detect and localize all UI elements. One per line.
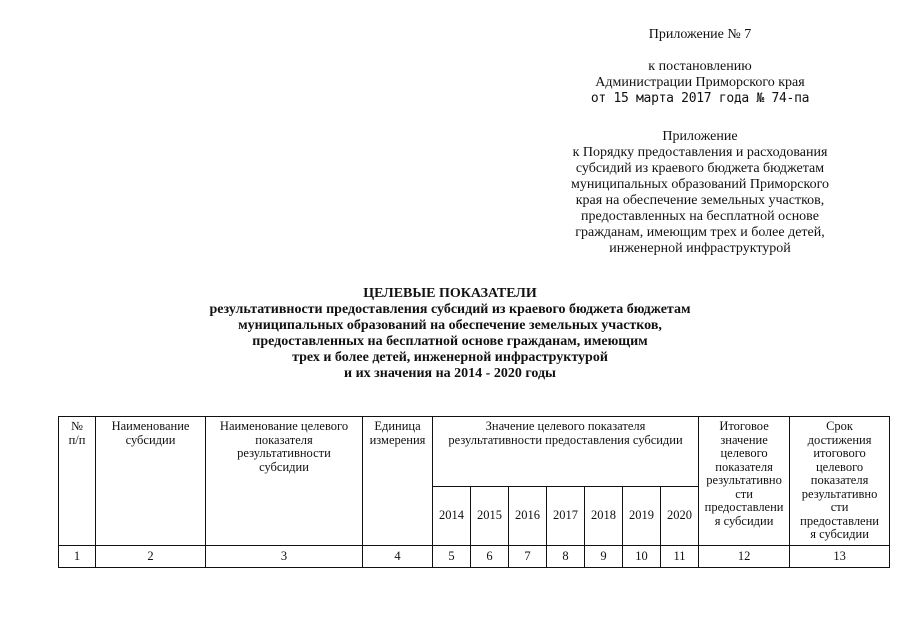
spacer xyxy=(520,43,880,59)
year-cell: 2020 xyxy=(661,487,699,545)
column-number: 8 xyxy=(547,545,585,568)
header-deadline: Срок достижения итогового целевого показателя результативно сти предоставлени я субсидии xyxy=(790,417,890,546)
title-line: предоставленных на бесплатной основе гражданам, имеющим xyxy=(252,334,648,349)
indicators-table xyxy=(58,416,890,568)
title-line: трех и более детей, инженерной инфраструктурой xyxy=(292,350,608,365)
column-number: 6 xyxy=(471,545,509,568)
resolution-ref: к постановлению xyxy=(648,59,752,74)
title-line: и их значения на 2014 - 2020 годы xyxy=(344,366,556,381)
title-line: результативности предоставления субсидий из краевого бюджета бюджетам xyxy=(209,302,691,317)
appendix-7-title: Приложение № 7 xyxy=(648,27,752,42)
column-number: 10 xyxy=(623,545,661,568)
year-cell: 2017 xyxy=(547,487,585,545)
procedure-appendix-line: инженерной инфраструктурой xyxy=(609,241,791,256)
resolution-date: от 15 марта 2017 года № 74-па xyxy=(590,91,810,106)
administration-name: Администрации Приморского края xyxy=(595,75,805,90)
procedure-appendix-line: гражданам, имеющим трех и более детей, xyxy=(575,225,825,240)
procedure-appendix-line: края на обеспечение земельных участков, xyxy=(575,193,825,208)
column-number: 3 xyxy=(206,545,363,568)
header-unit: Единица измерения xyxy=(363,417,433,546)
year-cell: 2014 xyxy=(433,487,471,545)
procedure-appendix-line: муниципальных образований Приморского xyxy=(571,177,829,192)
column-number: 2 xyxy=(96,545,206,568)
procedure-appendix-header xyxy=(520,129,880,257)
column-number: 7 xyxy=(509,545,547,568)
header-indicator: Наименование целевого показателя результативности субсидии xyxy=(206,417,363,546)
title-line: муниципальных образований на обеспечение земельных участков, xyxy=(238,318,662,333)
title-line: ЦЕЛЕВЫЕ ПОКАЗАТЕЛИ xyxy=(363,286,537,301)
year-cell: 2016 xyxy=(509,487,547,545)
procedure-appendix-line: субсидий из краевого бюджета бюджетам xyxy=(575,161,825,176)
year-cell: 2015 xyxy=(471,487,509,545)
document-title xyxy=(150,286,750,382)
column-number: 13 xyxy=(790,545,890,568)
column-number: 9 xyxy=(585,545,623,568)
year-cell: 2018 xyxy=(585,487,623,545)
column-number: 12 xyxy=(699,545,790,568)
procedure-appendix-line: Приложение xyxy=(662,129,738,144)
table-header-row xyxy=(59,417,890,487)
header-subsidy: Наименование субсидии xyxy=(96,417,206,546)
procedure-appendix-line: предоставленных на бесплатной основе xyxy=(581,209,819,224)
column-number: 1 xyxy=(59,545,96,568)
procedure-appendix-line: к Порядку предоставления и расходования xyxy=(572,145,828,160)
column-number: 11 xyxy=(661,545,699,568)
header-values: Значение целевого показателя результативности предоставления субсидии xyxy=(433,417,699,487)
table-numbering-row xyxy=(59,545,890,568)
header-final-value: Итоговое значение целевого показателя результативно сти предоставлени я субсидии xyxy=(699,417,790,546)
header-num: № п/п xyxy=(59,417,96,546)
column-number: 4 xyxy=(363,545,433,568)
appendix-7-header xyxy=(520,27,880,107)
year-cell: 2019 xyxy=(623,487,661,545)
column-number: 5 xyxy=(433,545,471,568)
